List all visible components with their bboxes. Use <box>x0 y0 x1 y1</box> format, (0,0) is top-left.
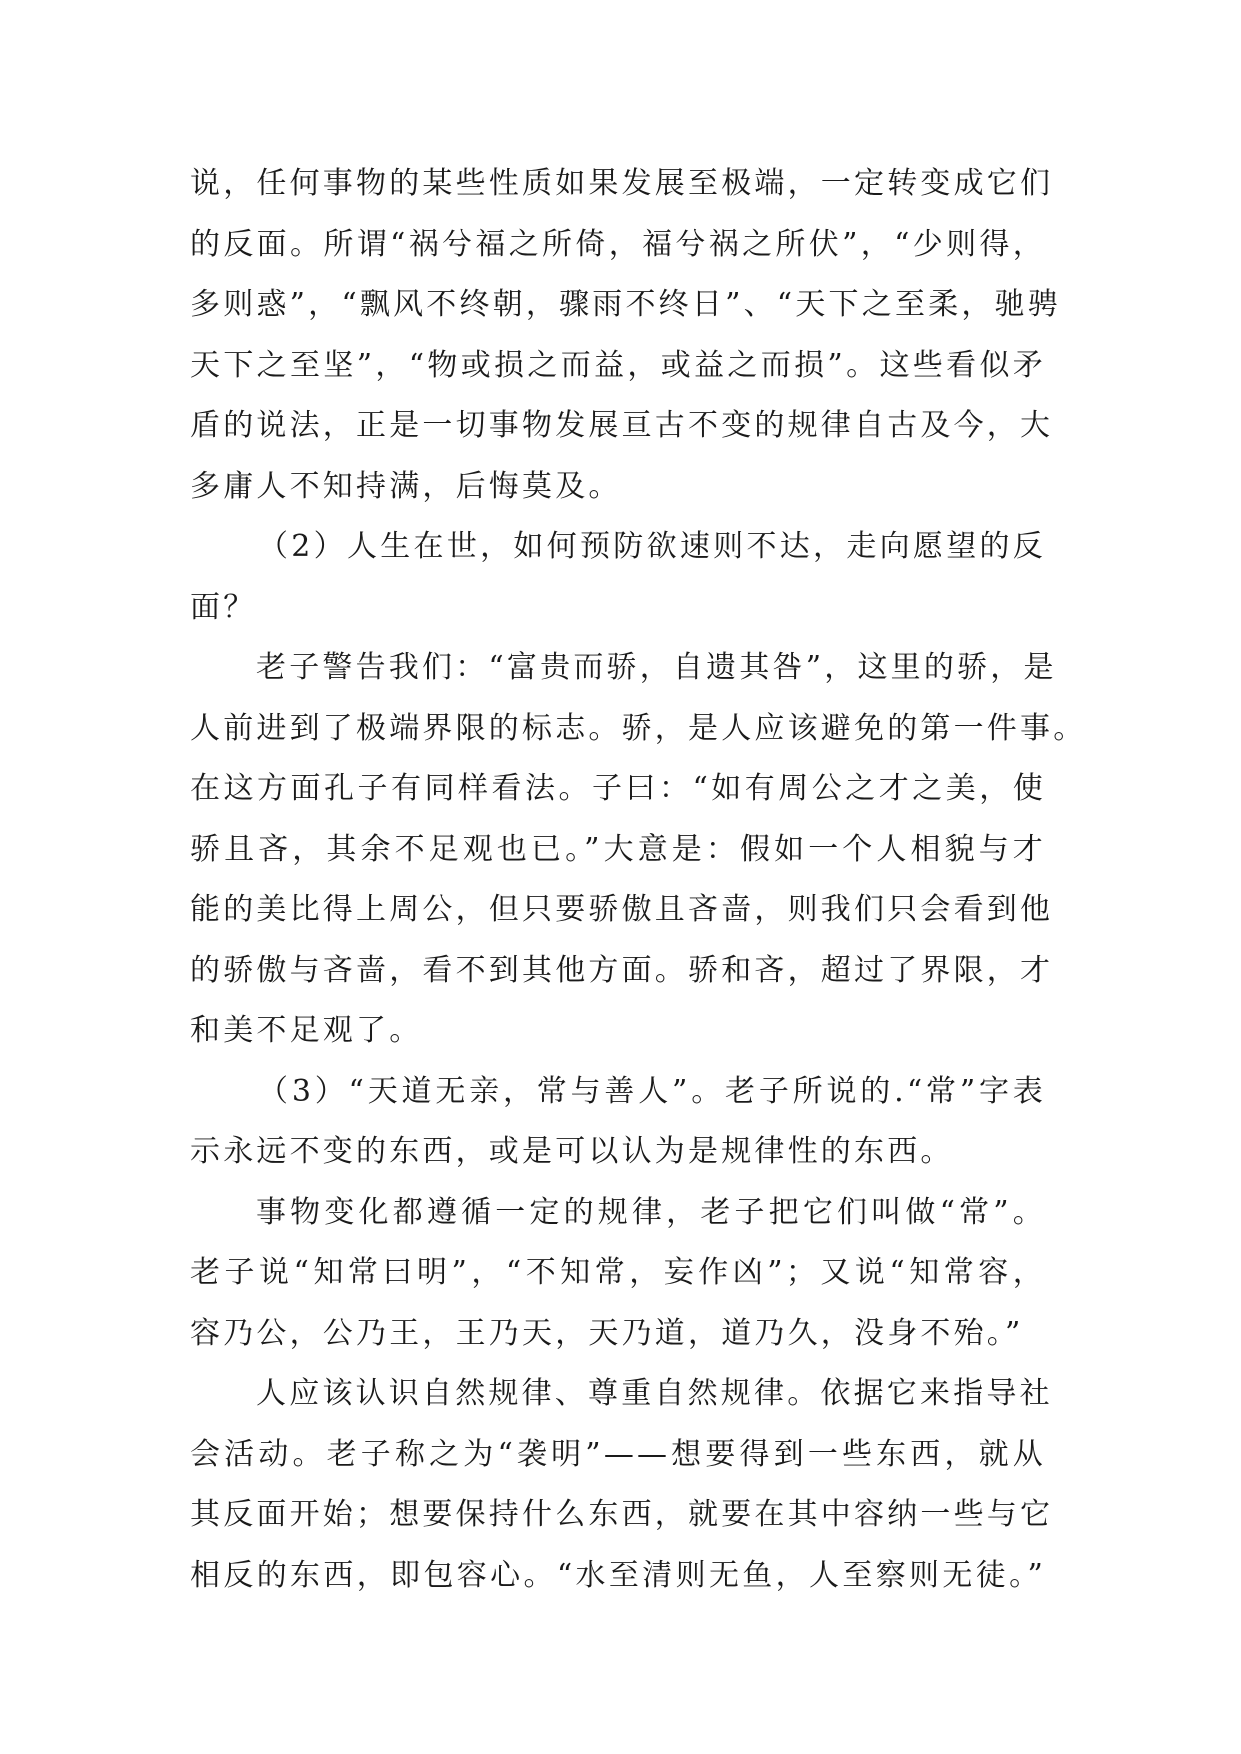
text-line: 能的美比得上周公，但只要骄傲且吝啬，则我们只会看到他 <box>190 892 1054 927</box>
paragraph-6 <box>190 1364 1054 1606</box>
text-line: 盾的说法，正是一切事物发展亘古不变的规律自古及今，大 <box>190 408 1054 443</box>
text-line: （3）“天道无亲，常与善人”。老子所说的.“常”字表 <box>258 1073 1046 1109</box>
text-line: 的骄傲与吝啬，看不到其他方面。骄和吝，超过了界限，才 <box>190 952 1054 988</box>
text-line: 多则惑”，“飘风不终朝，骤雨不终日”、“天下之至柔，驰骋 <box>190 287 1061 322</box>
paragraph-4 <box>190 1062 1046 1183</box>
paragraph-1 <box>190 154 1061 517</box>
paragraph-3 <box>190 638 1087 1062</box>
text-line: 多庸人不知持满，后悔莫及。 <box>190 468 622 504</box>
text-line: 在这方面孔子有同样看法。子曰：“如有周公之才之美，使 <box>190 771 1046 806</box>
text-line: 容乃公，公乃王，王乃天，天乃道，道乃久，没身不殆。” <box>190 1315 1024 1351</box>
text-line: 和美不足观了。 <box>190 1013 423 1048</box>
text-line: 老子说“知常曰明”，“不知常，妄作凶”；又说“知常容， <box>190 1255 1046 1290</box>
text-line: 人前进到了极端界限的标志。骄，是人应该避免的第一件事。 <box>190 710 1087 746</box>
text-line: 面？ <box>190 589 257 625</box>
body-text <box>190 154 1087 1606</box>
text-line: 的反面。所谓“祸兮福之所倚，福兮祸之所伏”，“少则得， <box>190 226 1046 262</box>
text-line: 老子警告我们：“富贵而骄，自遗其咎”，这里的骄，是 <box>256 650 1057 685</box>
paragraph-2 <box>190 517 1046 638</box>
text-line: 骄且吝，其余不足观也已。”大意是：假如一个人相貌与才 <box>190 831 1046 867</box>
text-line: 其反面开始；想要保持什么东西，就要在其中容纳一些与它 <box>190 1497 1054 1532</box>
text-line: 人应该认识自然规律、尊重自然规律。依据它来指导社 <box>256 1376 1053 1411</box>
text-line: 会活动。老子称之为“袭明”——想要得到一些东西，就从 <box>190 1436 1046 1472</box>
text-line: 天下之至坚”，“物或损之而益，或益之而损”。这些看似矛 <box>190 347 1046 383</box>
text-line: 说，任何事物的某些性质如果发展至极端，一定转变成它们 <box>190 166 1054 201</box>
paragraph-5 <box>190 1183 1046 1365</box>
text-line: 示永远不变的东西，或是可以认为是规律性的东西。 <box>190 1134 954 1169</box>
text-line: （2）人生在世，如何预防欲速则不达，走向愿望的反 <box>258 529 1046 564</box>
text-line: 相反的东西，即包容心。“水至清则无鱼，人至察则无徒。” <box>190 1557 1046 1593</box>
text-line: 事物变化都遵循一定的规律，老子把它们叫做“常”。 <box>256 1194 1046 1230</box>
